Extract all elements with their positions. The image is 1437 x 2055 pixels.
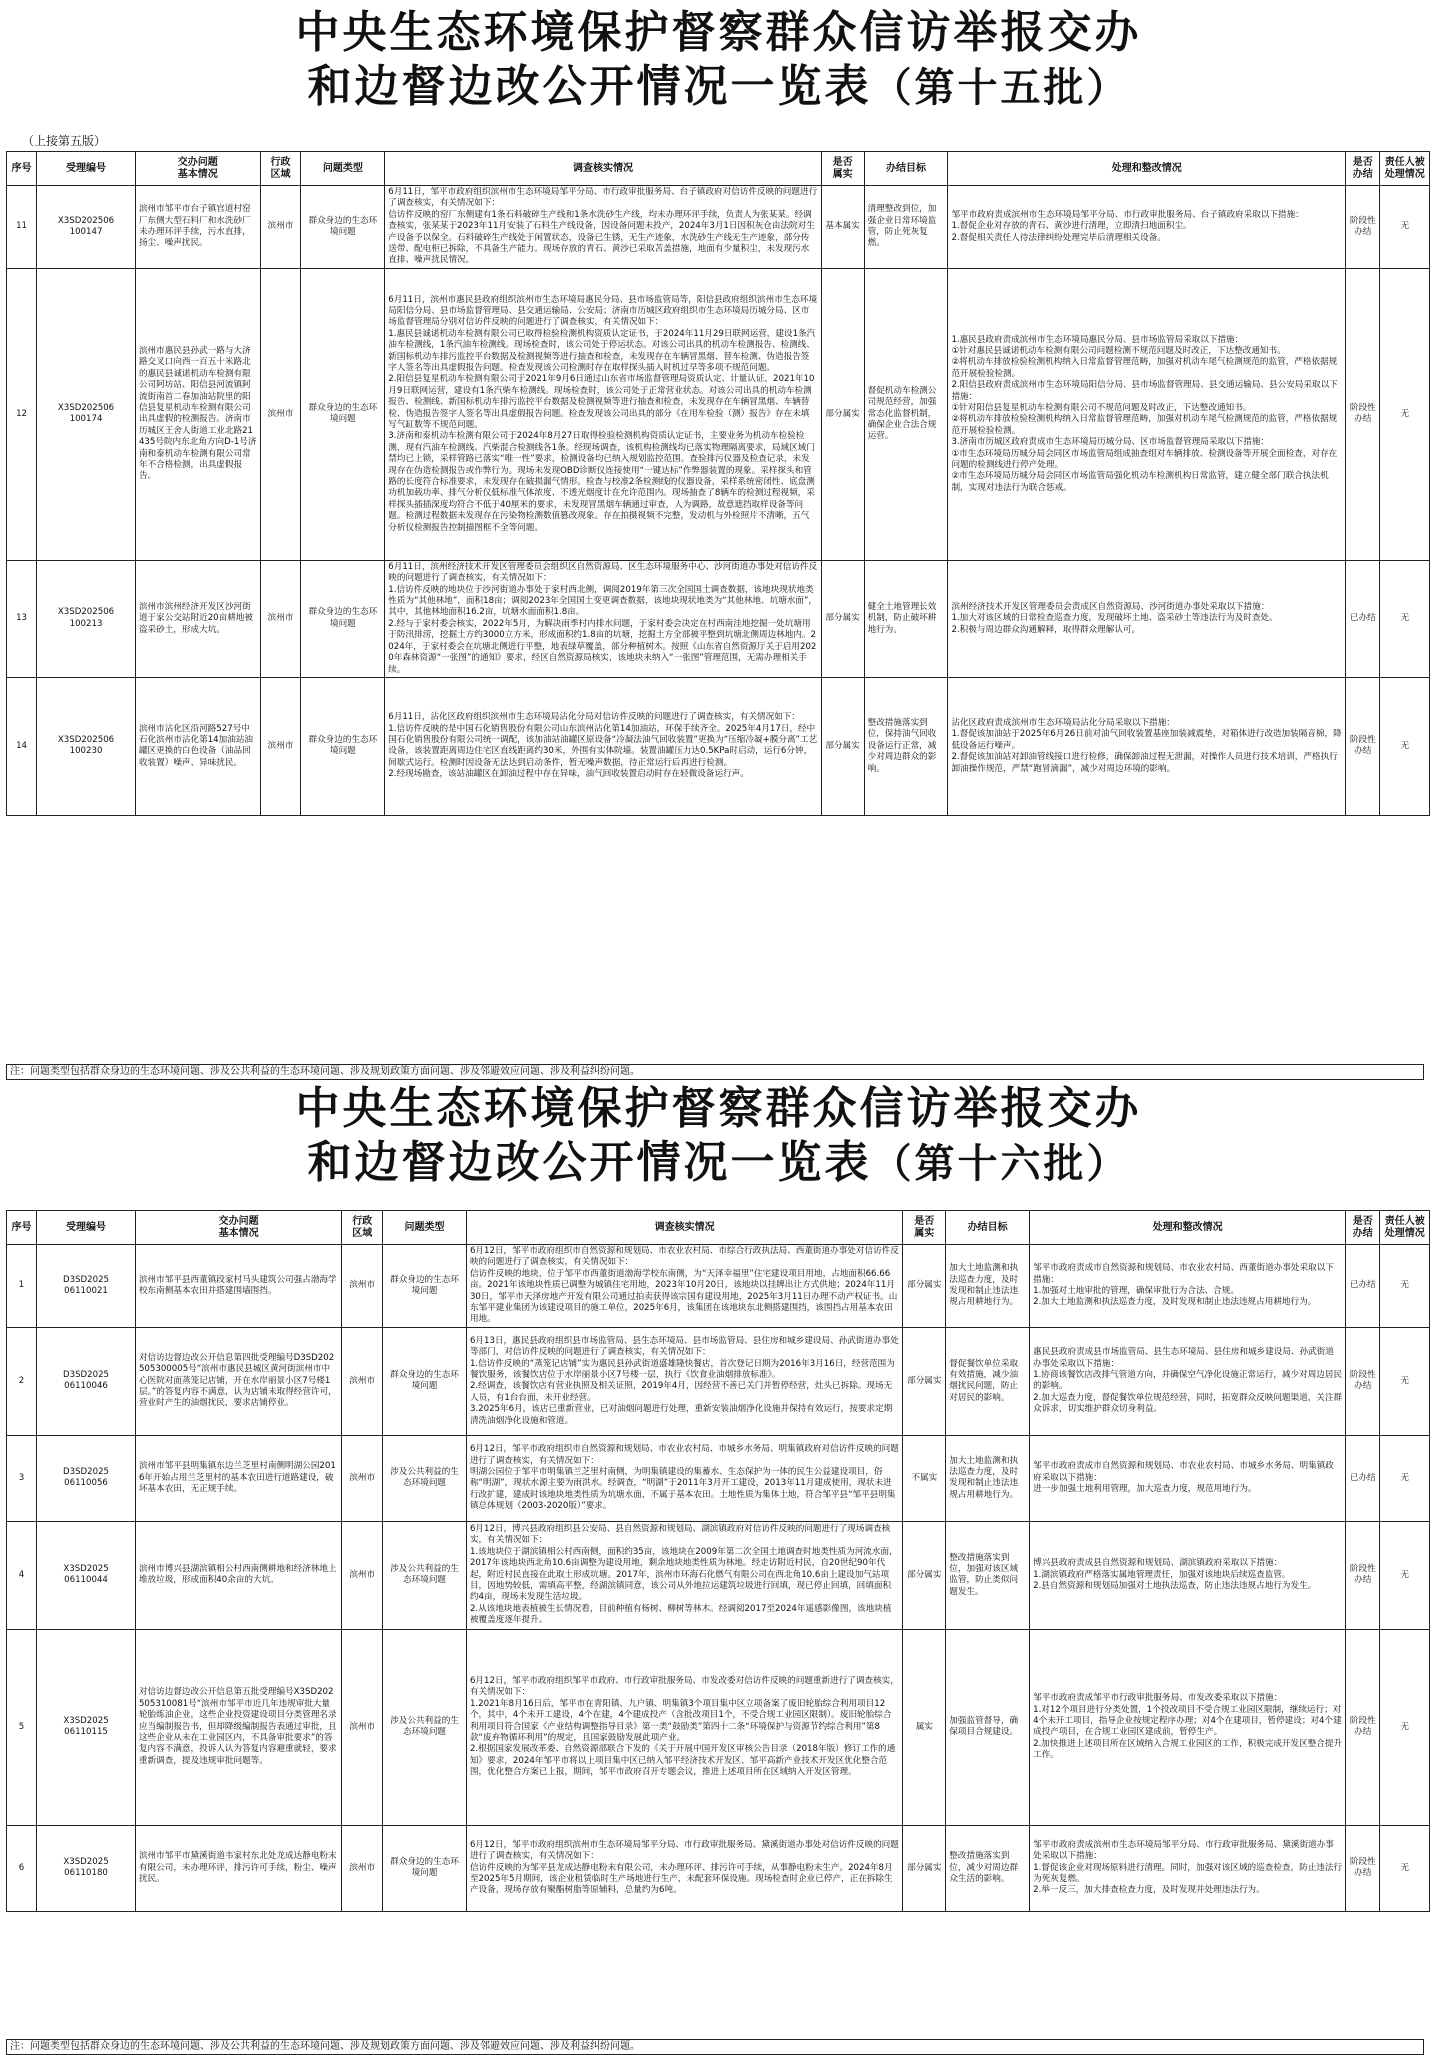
cell-goal: 健全土地管理长效机制，防止破坏耕地行为。 — [864, 560, 948, 677]
cell-investigation: 6月11日，滨州市惠民县政府组织滨州市生态环境局惠民分局、县市场监管局等，阳信县政府组织滨州市生态环境局阳信分局、县市场监督管理局、县交通运输局、公安局；济南市历城区政府组织市生态环境局历城分局、区市场监督管理局分别对信访件反映的问题进行了调查核实，有关情况如下： 1.惠民县诚诺机动车检测有限公司已取得检验检测机构资质认定证书，于2024年11月29日联网运营，建设1条汽油车检测线，1条汽油车检测线。现场检查时，该公司处于停运状态。对该公司出具的机动车检测报告、检测线、新国标机动车排污监控平台数据及检测视频等进行抽查和检查，未发现存在车辆冒黑烟、替车检测、伪造报告签字人签名等出具虚假报告问题。检查发现该公司检测时存在取样探头插入时机过早等多项不规范问题。 2.阳信县复星机动车检测有限公司于2021年9月6日通过山东省市场监督管理局资质认定、计量认证，2021年10月9日联网运营，建设有1条汽柴车检测线。现场检查时，该公司处于正常营业状态。对该公司出具的机动车检测报告、检测线、新国标机动车排污监控平台数据及检测视频等进行抽查和检查，未发现存在车辆冒黑烟、车辆替检、伪造报告签字人签名等出具虚假报告问题。检查发现该公司出具的部分《在用车检验（测）报告》存在未填写气缸数等不规范问题。 3.济南和泰机动车检测有限公司于2024年8月27日取得检验检测机构资质认定证书，主要业务为机动车检验检测，现有汽油车检测线、汽柴混合检测线各1条。经现场调查，该机构检测线均已落实物理隔离要求，局域区域门禁均已上锁，采样管路已落实“唯一性”要求，检测设备均已纳入规划监控范围。查验排污仪器及检查记录，未发现存在伪造检测报告或作弊行为。现场未发现OBD诊断仪连接使用“一键达标”作弊器装置的现象。采样探头和管路的长度符合标准要求，未发现存在破损漏气情形。检查与校准2条检测线的仪器设备，采样系统密闭性、底盘测功机加载功率、排气分析仪低标准气体浓度、不透光烟度计在允许范围内。现场抽查了8辆车的检测过程视频，采样探头插插深度均符合不低于40厘米的要求，未发现冒黑烟车辆通过审查，人为调路，故意遮挡取样设备等问题。检测过程数据未发现存在污染物检测数值篡改现象。存在拍摄视频不完整，发动机与外检照片不清晰，五气分析仪检测报告控制描图框不全等问题。 — [385, 268, 821, 560]
cell-resp: 无 — [1380, 1435, 1430, 1521]
cell-goal: 清理整改到位，加强企业日常环境监管，防止死灰复燃。 — [864, 186, 948, 269]
cell-done: 阶段性办结 — [1346, 1825, 1380, 1911]
cell-investigation: 6月11日，滨州经济技术开发区管理委员会组织区自然资源局、区生态环境服务中心、沙河街道办事处对信访件反映的问题进行了调查核实，有关情况如下： 1.信访件反映的地块位于沙河街道办事处于家村西北侧，调阅2019年第三次全国国土调查数据，该地块现状地类性质为“其他林地”，面积18亩；调阅2023年全国国土变更调查数据，该地块现状地类为“其他林地、坑塘水面”，其中，其他林地面积16.2亩，坑塘水面面积1.8亩。 2.经与于家村委会核实，2022年5月，为解决雨季村内排水问题，于家村委会决定在村西南洼地挖掘一处坑塘用于防汛排涝，挖掘土方约3000立方米，形成面积约1.8亩的坑塘，挖掘土方全部被平整到坑塘北侧周边林地内。2024年，于家村委会在坑塘北侧进行平整，地表绿草覆盖，部分种植树木。按照《山东省自然资源厅关于启用2020年森林资源“一张图”的通知》要求，经区自然资源局核实，该地块未纳入“一张图”管理范围，无需办理相关手续。 — [385, 560, 821, 677]
cell-verified: 部分属实 — [903, 1327, 946, 1435]
cell-done: 阶段性办结 — [1346, 186, 1380, 269]
cell-done: 阶段性办结 — [1346, 1521, 1380, 1629]
cell-region: 滨州市 — [342, 1521, 383, 1629]
cell-verified: 部分属实 — [821, 560, 864, 677]
cell-id: X3SD202506 100230 — [37, 677, 136, 815]
cell-done: 已办结 — [1346, 1435, 1380, 1521]
cell-type: 群众身边的生态环境问题 — [301, 560, 385, 677]
cell-basic: 对信访边督边改公开信息第五批受理编号X3SD202505310081号“滨州市邹平市近几年违规审批大量轮胎炼油企业，这些企业投资建设项目分类管理名录应当编制报告书，但却降级编制报告表通过审批，且这些企业从未在工业园区内，不具备审批要求”的答复内容不满意，投诉人认为答复内容避重就轻，要求重新调查，提及违规审批问题等。 — [135, 1629, 341, 1825]
cell-id: X3SD202506 100213 — [37, 560, 136, 677]
cell-verified: 部分属实 — [821, 268, 864, 560]
table-row — [7, 1327, 1430, 1435]
edition-note: （上接第五版） — [22, 134, 107, 148]
cell-done: 已办结 — [1346, 560, 1380, 677]
cell-resp: 无 — [1380, 677, 1430, 815]
cell-id: X3SD2025 06110180 — [37, 1825, 136, 1911]
cell-id: D3SD2025 06110021 — [37, 1245, 136, 1328]
section2-note: 注：问题类型包括群众身边的生态环境问题、涉及公共利益的生态环境问题、涉及规划政策方面问题、涉及邻避效应问题、涉及利益纠纷问题。 — [6, 2039, 1424, 2055]
cell-handling: 邹平市政府责成滨州市生态环境局邹平分局、市行政审批服务局、台子镇政府采取以下措施： 1.督促企业对存放的青石、黄沙进行清理，立即清扫地面积尘。 2.督促相关责任人待法律纠纷处理完毕后清理相关设备。 — [948, 186, 1346, 269]
cell-handling: 邹平市政府责成滨州市生态环境局邹平分局、市行政审批服务局、黛溪街道办事处采取以下措施： 1.督促该企业对现场原料进行清理。同时，加强对该区域的巡查检查，防止违法行为死灰复燃。 2.举一反三，加大排查检查力度，及时发现并处理违法行为。 — [1030, 1825, 1346, 1911]
cell-type: 涉及公共利益的生态环境问题 — [383, 1521, 467, 1629]
section2-title-batch: （第十六批） — [871, 1140, 1130, 1187]
header-done: 是否 办结 — [1346, 152, 1380, 186]
cell-basic: 滨州市邹平县明集镇东边兰芝里村南侧明湖公园2016年开始占用兰芝里村的基本农田进行道路建设，破坏基本农田，无正规手续。 — [135, 1435, 341, 1521]
cell-done: 已办结 — [1346, 1245, 1380, 1328]
cell-basic: 滨州市邹平市台子镇官道村窑厂东侧大型石料厂和水洗砂厂未办理环评手续，污水直排，扬尘、噪声扰民。 — [135, 186, 260, 269]
table-row — [7, 186, 1430, 269]
header-no: 序号 — [7, 152, 37, 186]
cell-no: 2 — [7, 1327, 37, 1435]
header-basic: 交办问题 基本情况 — [135, 152, 260, 186]
cell-investigation: 6月12日，邹平市政府组织邹平市政府、市行政审批服务局、市发改委对信访件反映的问题重新进行了调查核实，有关情况如下： 1.2021年8月16日后，邹平市在青阳镇、九户镇、明集镇3个项目集中区立项备案了废旧轮胎综合利用项目12个，其中，4个未开工建设，4个在建，4个建成投产（含批改项目1个，不受合规工业园区限制）。废旧轮胎综合利用项目符合国家《产业结构调整指导目录》第一类“鼓励类”第四十二条“环境保护与资源节约综合利用”第8款“废弃物循环利用”的规定，且国家鼓励发展此项产业。 2.根据国家发展改革委、自然资源部联合下发的《关于开展中国开发区审核公告目录（2018年版）修订工作的通知》要求，2024年邹平市将以上项目集中区已纳入邹平经济技术开发区、邹平高新产业技术开发区优化整合范围，优化整合方案已上报，期间，邹平市政府召开专题会议，推进上述项目所在区域纳入开发区管理。 — [466, 1629, 902, 1825]
header-investigation: 调查核实情况 — [466, 1211, 902, 1245]
table-row — [7, 1629, 1430, 1825]
section2-title — [0, 1082, 1437, 1191]
cell-goal: 整改措施落实到位，减少对周边群众生活的影响。 — [946, 1825, 1030, 1911]
cell-investigation: 6月12日，邹平市政府组织滨州市生态环境局邹平分局、市行政审批服务局、黛溪街道办事处对信访件反映的问题进行了调查核实，有关情况如下： 信访件反映的为邹平县龙成达静电粉末有限公司，未办理环评、排污许可手续，从事静电粉末生产。2024年8月至2025年5月期间，该企业租赁临时生产场地进行生产，未配套环保设施。现场检查时企业已停产，正在拆除生产设备，现场存放有聚酯树脂等原辅料，总量约为6吨。 — [466, 1825, 902, 1911]
section1-table — [6, 151, 1430, 816]
header-no: 序号 — [7, 1211, 37, 1245]
header-handling: 处理和整改情况 — [948, 152, 1346, 186]
cell-done: 阶段性办结 — [1346, 268, 1380, 560]
header-resp: 责任人被 处理情况 — [1380, 1211, 1430, 1245]
cell-handling: 滨州经济技术开发区管理委员会责成区自然资源局、沙河街道办事处采取以下措施： 1.加大对该区域的日常检查巡查力度，发现破坏土地、盗采砂土等违法行为及时查处。 2.积极与周边群众沟通解释，取得群众理解认可。 — [948, 560, 1346, 677]
cell-goal: 加强监管督导，确保项目合规建设。 — [946, 1629, 1030, 1825]
cell-investigation: 6月11日，沾化区政府组织滨州市生态环境局沾化分局对信访件反映的问题进行了调查核实，有关情况如下： 1.信访件反映的是中国石化销售股份有限公司山东滨州沾化第14加油站，环保手续齐全。2025年4月17日，经中国石化销售股份有限公司统一调配，该加油站油罐区原设备“冷凝法油气回收装置”更换为“压缩冷凝+膜分离”工艺设备，该装置距离周边住宅区直线距离约30米，外围有实体院墙。装置油罐压力达0.5KPa时启动，运行6分钟，间歇式运行。检测时因设备无法达到启动条件，暂无噪声数据，待正常运行后再进行检测。 2.经现场勘查，该站油罐区在卸油过程中存在异味，油气回收装置启动时存在轻微设备运行声。 — [385, 677, 821, 815]
header-id: 受理编号 — [37, 152, 136, 186]
section1-title-line1: 中央生态环境保护督察群众信访举报交办 — [295, 7, 1142, 58]
cell-basic: 滨州市邹平县西董镇段家村马头建筑公司强占渤海学校东南侧基本农田并搭建围墙围挡。 — [135, 1245, 341, 1328]
cell-done: 阶段性办结 — [1346, 677, 1380, 815]
cell-region: 滨州市 — [342, 1825, 383, 1911]
cell-handling: 惠民县政府责成县市场监管局、县生态环境局、县住房和城乡建设局、孙武街道办事处采取以下措施： 1.协商该餐饮店改排气管道方向，并确保空气净化设施正常运行，减少对周边居民的影响。 2.加大巡查力度，督促餐饮单位规范经营，同时，拓宽群众反映问题渠道，关注群众诉求，切实维护群众切身利益。 — [1030, 1327, 1346, 1435]
cell-no: 3 — [7, 1435, 37, 1521]
cell-goal: 加大土地监测和执法巡查力度，及时发现和制止违法违规占用耕地行为。 — [946, 1435, 1030, 1521]
cell-type: 群众身边的生态环境问题 — [383, 1245, 467, 1328]
cell-verified: 部分属实 — [821, 677, 864, 815]
cell-verified: 不属实 — [903, 1435, 946, 1521]
cell-goal: 整改措施落实到位，加强对该区域监管，防止类似问题发生。 — [946, 1521, 1030, 1629]
header-goal: 办结目标 — [946, 1211, 1030, 1245]
table-row — [7, 677, 1430, 815]
cell-done: 阶段性办结 — [1346, 1327, 1380, 1435]
cell-resp: 无 — [1380, 1825, 1430, 1911]
header-verified: 是否 属实 — [821, 152, 864, 186]
section2-title-line1: 中央生态环境保护督察群众信访举报交办 — [295, 1083, 1142, 1134]
cell-goal: 加大土地监测和执法巡查力度，及时发现和制止违法违规占用耕地行为。 — [946, 1245, 1030, 1328]
cell-goal: 整改措施落实到位，保持油气回收设备运行正常，减少对周边群众的影响。 — [864, 677, 948, 815]
section1-title-main: 和边督边改公开情况一览表 — [307, 61, 872, 112]
section1-note: 注：问题类型包括群众身边的生态环境问题、涉及公共利益的生态环境问题、涉及规划政策方面问题、涉及邻避效应问题、涉及利益纠纷问题。 — [6, 1064, 1424, 1080]
cell-type: 涉及公共利益的生态环境问题 — [383, 1435, 467, 1521]
table-row — [7, 1435, 1430, 1521]
section1-header-row — [7, 152, 1430, 186]
cell-type: 群众身边的生态环境问题 — [383, 1825, 467, 1911]
cell-no: 12 — [7, 268, 37, 560]
cell-id: D3SD2025 06110056 — [37, 1435, 136, 1521]
cell-handling: 邹平市政府责成邹平市行政审批服务局、市发改委采取以下措施： 1.对12个项目进行分类处置，1个投改项目不受合规工业园区限制，继续运行；对4个未开工项目，指导企业按规定程序办理；对4个在建项目，暂停建设；对4个建成投产项目，在合规工业园区建成前，暂停生产。 2.加快推进上述项目所在区域纳入合规工业园区的工作，积极完成开发区整合提升工作。 — [1030, 1629, 1346, 1825]
cell-verified: 部分属实 — [903, 1825, 946, 1911]
section2-header-row — [7, 1211, 1430, 1245]
header-resp: 责任人被 处理情况 — [1380, 152, 1430, 186]
header-region: 行政 区域 — [260, 152, 301, 186]
cell-type: 群众身边的生态环境问题 — [383, 1327, 467, 1435]
cell-investigation: 6月12日，邹平市政府组织市自然资源和规划局、市农业农村局、市城乡水务局、明集镇政府对信访件反映的问题进行了调查核实，有关情况如下： 明湖公园位于邹平市明集镇兰芝里村南侧，为明集镇建设的集蓄水、生态保护为一体的民生公益建设项目，俗称“明湖”，现状水源主要为雨洪水。经调查，“明湖”于2011年3月开工建设，2013年11月建成使用，现状未进行改扩建，建成时该地块地类性质为坑塘水面，不属于基本农田。土地性质为集体土地，符合邹平县“邹平县明集镇总体规划（2003-2020版）”要求。 — [466, 1435, 902, 1521]
cell-goal: 督促机动车检测公司规范经营，加强常态化监督机制，确保企业合法合规运营。 — [864, 268, 948, 560]
cell-resp: 无 — [1380, 186, 1430, 269]
cell-region: 滨州市 — [342, 1435, 383, 1521]
cell-resp: 无 — [1380, 1245, 1430, 1328]
header-handling: 处理和整改情况 — [1030, 1211, 1346, 1245]
cell-resp: 无 — [1380, 1327, 1430, 1435]
header-done: 是否 办结 — [1346, 1211, 1380, 1245]
cell-basic: 滨州市滨州经济开发区沙河街道于家公交站附近20亩耕地被盗采砂土，形成大坑。 — [135, 560, 260, 677]
cell-verified: 部分属实 — [903, 1245, 946, 1328]
cell-id: X3SD202506 100147 — [37, 186, 136, 269]
section1-title — [0, 6, 1437, 115]
cell-no: 6 — [7, 1825, 37, 1911]
cell-no: 13 — [7, 560, 37, 677]
cell-region: 滨州市 — [342, 1327, 383, 1435]
section2-title-line2 — [0, 1136, 1437, 1191]
section2-table — [6, 1210, 1430, 1912]
cell-goal: 督促餐饮单位采取有效措施，减少油烟扰民问题，防止对居民的影响。 — [946, 1327, 1030, 1435]
table-row — [7, 1521, 1430, 1629]
cell-region: 滨州市 — [342, 1629, 383, 1825]
cell-type: 涉及公共利益的生态环境问题 — [383, 1629, 467, 1825]
cell-region: 滨州市 — [260, 186, 301, 269]
table-row — [7, 1245, 1430, 1328]
table-row — [7, 560, 1430, 677]
cell-investigation: 6月12日，博兴县政府组织县公安局、县自然资源和规划局、湖滨镇政府对信访件反映的问题进行了现场调查核实，有关情况如下： 1.该地块位于湖滨镇相公村西南侧，面积约35亩，该地块在2009年第二次全国土地调查时地类性质为河流水面，2017年该地块西北角10.6亩调整为建设用地，剩余地块地类性质为林地。经走访附近村民，自20世纪90年代起，附近村民直接在此取土形成坑塘。2017年，滨州市环海石化燃气有限公司在西北角10.6亩上建设加气站项目，因地势较低，需填高平整，经湖滨镇同意，该公司从外地拉运建筑垃圾进行回填，现已停止回填，回填面积约4亩，现场未发现生活垃圾。 2.从该地块地表植被生长情况看，目前种植有杨树、柳树等林木。经调阅2017至2024年遥感影像图，该地块植被覆盖度逐年提升。 — [466, 1521, 902, 1629]
cell-verified: 基本属实 — [821, 186, 864, 269]
cell-id: D3SD2025 06110046 — [37, 1327, 136, 1435]
cell-investigation: 6月11日，邹平市政府组织滨州市生态环境局邹平分局、市行政审批服务局、台子镇政府对信访件反映的问题进行了调查核实，有关情况如下： 信访件反映的窑厂东侧建有1条石料破碎生产线和1条水洗砂生产线，均未办理环评手续，负责人为张某某。经调查核实，张某某于2023年11月安装了石料生产线设备，因设备问题未投产，2024年3月1日因积灰仓由法院对生产设备予以保全。石料破碎生产线处于闲置状态，设备已生锈，无生产迹象，水洗砂生产线无生产迹象，部分传送带、配电柜已拆除，不具备生产能力。现场存放的青石、黄沙已采取苫盖措施，地面有少量积尘，未发现污水直排、噪声扰民情况。 — [385, 186, 821, 269]
cell-region: 滨州市 — [342, 1245, 383, 1328]
cell-done: 阶段性办结 — [1346, 1629, 1380, 1825]
cell-region: 滨州市 — [260, 677, 301, 815]
cell-region: 滨州市 — [260, 268, 301, 560]
section1-title-line2 — [0, 60, 1437, 115]
cell-handling: 1.惠民县政府责成滨州市生态环境局惠民分局、县市场监管局采取以下措施： ①针对惠民县诚诺机动车检测有限公司问题检测不规范问题及时改正，下达整改通知书。 ②将机动车排放检验检测机构纳入日常监督管理范畴，加强对机动车尾气检测规范的监管，严格依据规范开展检验检测。 2.阳信县政府责成滨州市生态环境局阳信分局、县市场监督管理局、县交通运输局、县公安局采取以下措施： ①针对阳信县复星机动车检测有限公司不规范问题及时改正，下达整改通知书。 ②将机动车排放检验检测机构纳入日常监督管理范畴，加强对机动车尾气检测规范的监管，严格依据规范开展检验检测。 3.济南市历城区政府责成市生态环境局历城分局、区市场监督管理局采取以下措施： ①市生态环境局历城分局会同区市场监管局组成抽查组对车辆排放、检测设备等开展全面检查，对存在问题的检测线进行停产处理。 ②市生态环境局历城分局会同区市场监管局强化机动车检测机构日常监管，建立健全部门联合执法机制，实现对违法行为联合惩戒。 — [948, 268, 1346, 560]
header-basic: 交办问题 基本情况 — [135, 1211, 341, 1245]
cell-verified: 部分属实 — [903, 1521, 946, 1629]
cell-no: 11 — [7, 186, 37, 269]
cell-resp: 无 — [1380, 1521, 1430, 1629]
cell-handling: 邹平市政府责成市自然资源和规划局、市农业农村局、市城乡水务局、明集镇政府采取以下措施： 进一步加强土地利用管理，加大巡查力度，规范用地行为。 — [1030, 1435, 1346, 1521]
cell-basic: 滨州市沾化区沿河路527号中石化滨州市沾化第14加油站油罐区更换的白色设备（油品回收装置）噪声、异味扰民。 — [135, 677, 260, 815]
cell-no: 14 — [7, 677, 37, 815]
cell-basic: 对信访边督边改公开信息第四批受理编号D3SD202505300005号“滨州市惠民县城区黄河街滨州市中心医院对面蒸笼记店铺，开在水岸丽景小区7号楼1层。”的答复内容不满意，认为店铺未取得经营许可，营业时产生的油烟扰民，要求店铺停业。 — [135, 1327, 341, 1435]
header-type: 问题类型 — [383, 1211, 467, 1245]
cell-type: 群众身边的生态环境问题 — [301, 268, 385, 560]
cell-verified: 属实 — [903, 1629, 946, 1825]
cell-resp: 无 — [1380, 560, 1430, 677]
cell-no: 5 — [7, 1629, 37, 1825]
cell-no: 1 — [7, 1245, 37, 1328]
section2-title-main: 和边督边改公开情况一览表 — [307, 1137, 872, 1188]
cell-basic: 滨州市惠民县孙武一路与大济路交叉口向西一百五十米路北的惠民县诚诺机动车检测有限公司阿坊站、阳信县河流镇阿流街南首二春加油站院里的阳信县复星机动车检测有限公司出具虚假的检测报告。济南市历城区王舍人街道工业北路21435号院内东北角方向D-1号济南和泰机动车检测有限公司常年不合格检测，出具虚假报告。 — [135, 268, 260, 560]
cell-id: X3SD202506 100174 — [37, 268, 136, 560]
cell-investigation: 6月12日，邹平市政府组织市自然资源和规划局、市农业农村局、市综合行政执法局、西董街道办事处对信访件反映的问题进行了调查核实，有关情况如下： 信访件反映的地块，位于邹平市西董街道渤海学校东南侧，为“天泽幸福里”住宅建设项目用地，占地面积66.66亩。2021年该地块性质已调整为城镇住宅用地，2023年10月20日，该地块以挂牌出让方式供地；2024年11月30日，邹平市天泽房地产开发有限公司通过拍卖获得该宗国有建设用地，2025年3月11日办理不动产权证书。山东邹平建业集团为该建设项目的施工单位，2025年6月，该集团在该地块东北侧搭建围挡，该围挡占用基本农田用地。 — [466, 1245, 902, 1328]
header-region: 行政 区域 — [342, 1211, 383, 1245]
header-investigation: 调查核实情况 — [385, 152, 821, 186]
cell-handling: 邹平市政府责成市自然资源和规划局、市农业农村局、西董街道办事处采取以下措施： 1.加强对土地审批的管理，确保审批行为合法、合规。 2.加大土地监测和执法巡查力度，及时发现和制止违法违规占用耕地行为。 — [1030, 1245, 1346, 1328]
cell-id: X3SD2025 06110044 — [37, 1521, 136, 1629]
cell-investigation: 6月13日，惠民县政府组织县市场监管局、县生态环境局、县市场监管局、县住房和城乡建设局、孙武街道办事处等部门，对信访件反映的问题进行了调查核实，有关情况如下： 1.信访件反映的“蒸笼记店铺”实为惠民县孙武街道盛雄隆快餐店，首次登记日期为2016年3月16日，经营范围为餐饮服务，该餐饮店位于水岸丽景小区7号楼一层，执行《饮食业油烟排放标准》。 2.经调查，该餐饮店有营业执照及相关证照，2019年4月，因经营不善已关门并暂停经营，灶头已拆除。现场无人员，有1台台面，未开业经营。 3.2025年6月，该店已重新营业，已对油烟问题进行处理，重新安装油烟净化设施并保持有效运行，按要求定期清洗油烟净化设施和管道。 — [466, 1327, 902, 1435]
header-type: 问题类型 — [301, 152, 385, 186]
table-row — [7, 268, 1430, 560]
section1-title-batch: （第十五批） — [871, 64, 1130, 111]
cell-basic: 滨州市邹平市黛溪街道韦家村东北处龙成达静电粉末有限公司，未办理环评，排污许可手续，粉尘、噪声扰民。 — [135, 1825, 341, 1911]
header-id: 受理编号 — [37, 1211, 136, 1245]
cell-no: 4 — [7, 1521, 37, 1629]
cell-resp: 无 — [1380, 1629, 1430, 1825]
cell-handling: 博兴县政府责成县自然资源和规划局、湖滨镇政府采取以下措施： 1.湖滨镇政府严格落实属地管理责任，加强对该地块后续巡查监管。 2.县自然资源和规划局加强对土地执法巡查，防止违法违规占地行为发生。 — [1030, 1521, 1346, 1629]
cell-type: 群众身边的生态环境问题 — [301, 677, 385, 815]
header-goal: 办结目标 — [864, 152, 948, 186]
table-row — [7, 1825, 1430, 1911]
cell-handling: 沾化区政府责成滨州市生态环境局沾化分局采取以下措施： 1.督促该加油站于2025年6月26日前对油气回收装置基座加装减震垫，对箱体进行改造加装隔音棉，降低设备运行噪声。 2.督促该加油站对卸油管线接口进行检修，确保卸油过程无泄漏，对操作人员进行技术培训，严格执行卸油操作规范，严禁“跑冒滴漏”，减少对周边环境的影响。 — [948, 677, 1346, 815]
cell-id: X3SD2025 06110115 — [37, 1629, 136, 1825]
cell-basic: 滨州市博兴县湖滨镇相公村西南侧耕地和经济林地上堆放垃圾，形成面积40余亩的大坑。 — [135, 1521, 341, 1629]
header-verified: 是否 属实 — [903, 1211, 946, 1245]
cell-region: 滨州市 — [260, 560, 301, 677]
cell-resp: 无 — [1380, 268, 1430, 560]
cell-type: 群众身边的生态环境问题 — [301, 186, 385, 269]
